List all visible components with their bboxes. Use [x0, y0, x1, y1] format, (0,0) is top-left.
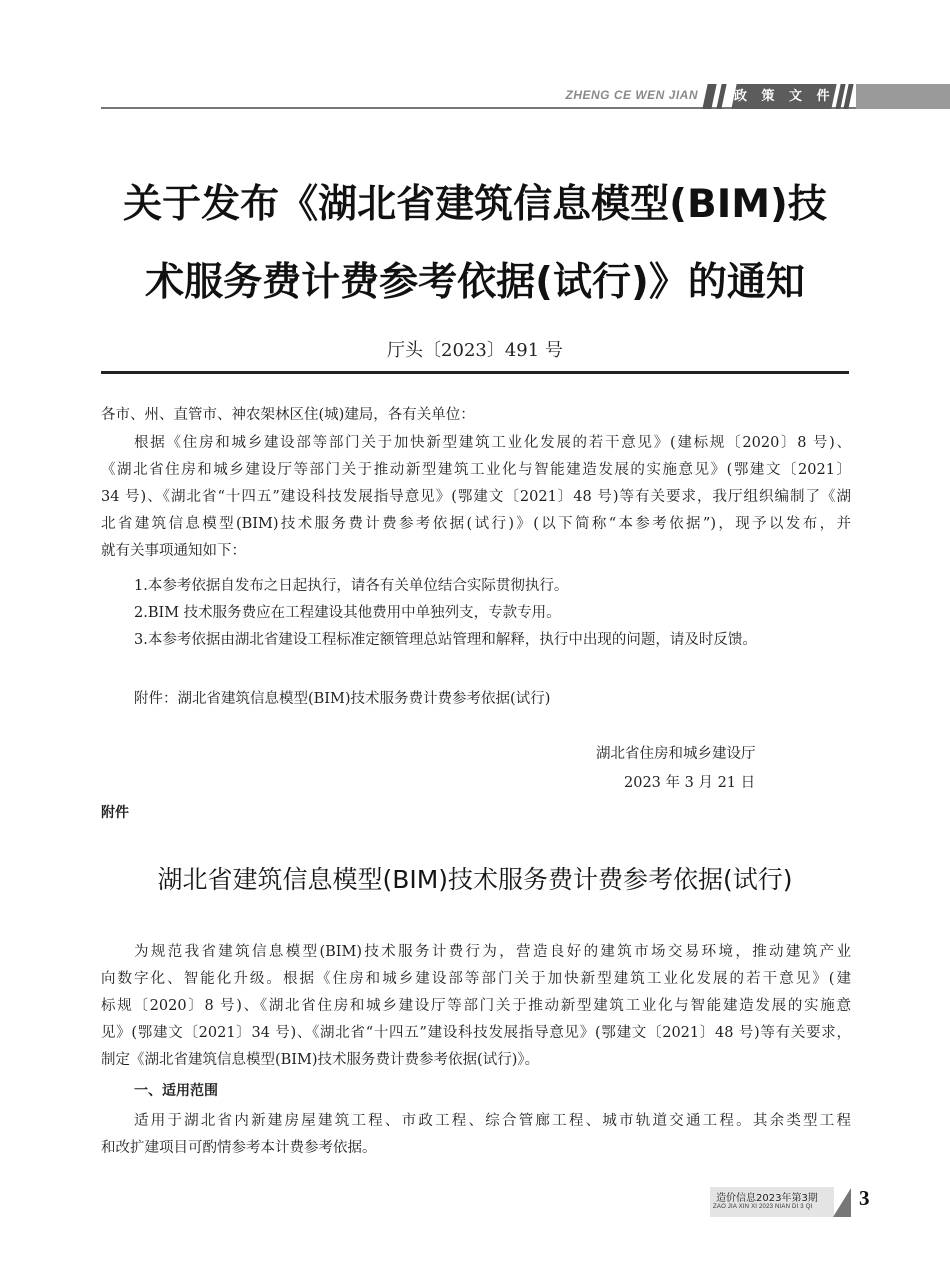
notice-paragraph	[101, 430, 851, 565]
paragraph-line: 北省建筑信息模型(BIM)技术服务费计费参考依据(试行)》(以下简称“本参考依据”)，现予以发布，并	[101, 516, 851, 532]
attachment-note-text: 附件：湖北省建筑信息模型(BIM)技术服务费计费参考依据(试行)	[134, 691, 551, 707]
attachment-note	[101, 686, 851, 713]
page-title	[100, 166, 850, 322]
paragraph-line: 和改扩建项目可酌情参考本计费参考依据。	[101, 1140, 377, 1156]
paragraph-line: 向数字化、智能化升级。根据《住房和城乡建设部等部门关于加快新型建筑工业化发展的若干意见》(建	[101, 971, 851, 987]
paragraph-line: 34 号)、《湖北省“十四五”建设科技发展指导意见》(鄂建文〔2021〕48 号)等有关要求，我厅组织编制了《湖	[101, 489, 851, 505]
signature-org: 湖北省住房和城乡建设厅	[596, 746, 756, 762]
title-line: 术服务费计费参考依据(试行)》的通知	[145, 260, 805, 305]
title-rule	[101, 371, 849, 374]
notice-items	[101, 573, 851, 654]
list-item: 2.BIM 技术服务费应在工程建设其他费用中单独列支，专款专用。	[134, 605, 561, 621]
paragraph-line: 见》(鄂建文〔2021〕34 号)、《湖北省“十四五”建设科技发展指导意见》(鄂建文〔2021〕48 号)等有关要求，	[101, 1025, 851, 1041]
paragraph-line: 就有关事项通知如下：	[101, 543, 246, 559]
paragraph-line: 《湖北省住房和城乡建设厅等部门关于推动新型建筑工业化与智能建造发展的实施意见》(鄂建文〔2021〕	[101, 462, 851, 478]
page-number: 3	[859, 1186, 870, 1210]
footer-triangle	[833, 1188, 851, 1217]
list-item: 3.本参考依据由湖北省建设工程标准定额管理总站管理和解释，执行中出现的问题，请及时反馈。	[134, 632, 757, 648]
attachment-title: 湖北省建筑信息模型(BIM)技术服务费计费参考依据(试行)	[157, 865, 793, 894]
paragraph-line: 适用于湖北省内新建房屋建筑工程、市政工程、综合管廊工程、城市轨道交通工程。其余类型工程	[134, 1113, 851, 1129]
attachment-label: 附件	[101, 805, 129, 821]
list-item: 1.本参考依据自发布之日起执行，请各有关单位结合实际贯彻执行。	[134, 578, 569, 594]
salutation	[101, 402, 851, 429]
document-number: 厅头〔2023〕491 号	[387, 340, 563, 361]
salutation-text: 各市、州、直管市、神农架林区住(城)建局，各有关单位：	[101, 407, 475, 423]
section1-paragraph	[101, 1108, 851, 1162]
footer-issue: 造价信息2023年第3期	[716, 1193, 818, 1204]
paragraph-line: 为规范我省建筑信息模型(BIM)技术服务计费行为，营造良好的建筑市场交易环境，推动建筑产业	[134, 944, 851, 960]
section-heading: 一、适用范围	[134, 1083, 218, 1099]
paragraph-line: 制定《湖北省建筑信息模型(BIM)技术服务费计费参考依据(试行)》。	[101, 1052, 540, 1068]
header-pinyin: ZHENG CE WEN JIAN	[565, 88, 698, 102]
header-stripe	[702, 84, 716, 109]
intro-paragraph	[101, 939, 851, 1074]
title-line: 关于发布《湖北省建筑信息模型(BIM)技	[123, 182, 827, 227]
paragraph-line: 标规〔2020〕8 号)、《湖北省住房和城乡建设厅等部门关于推动新型建筑工业化与智能建造发展的实施意	[101, 998, 851, 1014]
paragraph-line: 根据《住房和城乡建设部等部门关于加快新型建筑工业化发展的若干意见》(建标规〔2020〕8 号)、	[134, 435, 851, 451]
footer-issue-pinyin: ZAO JIA XIN XI 2023 NIAN DI 3 QI	[713, 1204, 813, 1210]
signature-date: 2023 年 3 月 21 日	[624, 775, 756, 791]
header-tail-bar	[856, 84, 950, 109]
header-stripe	[843, 84, 853, 109]
header-section-label: 政 策 文 件	[734, 89, 835, 104]
header-stripe	[716, 84, 726, 109]
